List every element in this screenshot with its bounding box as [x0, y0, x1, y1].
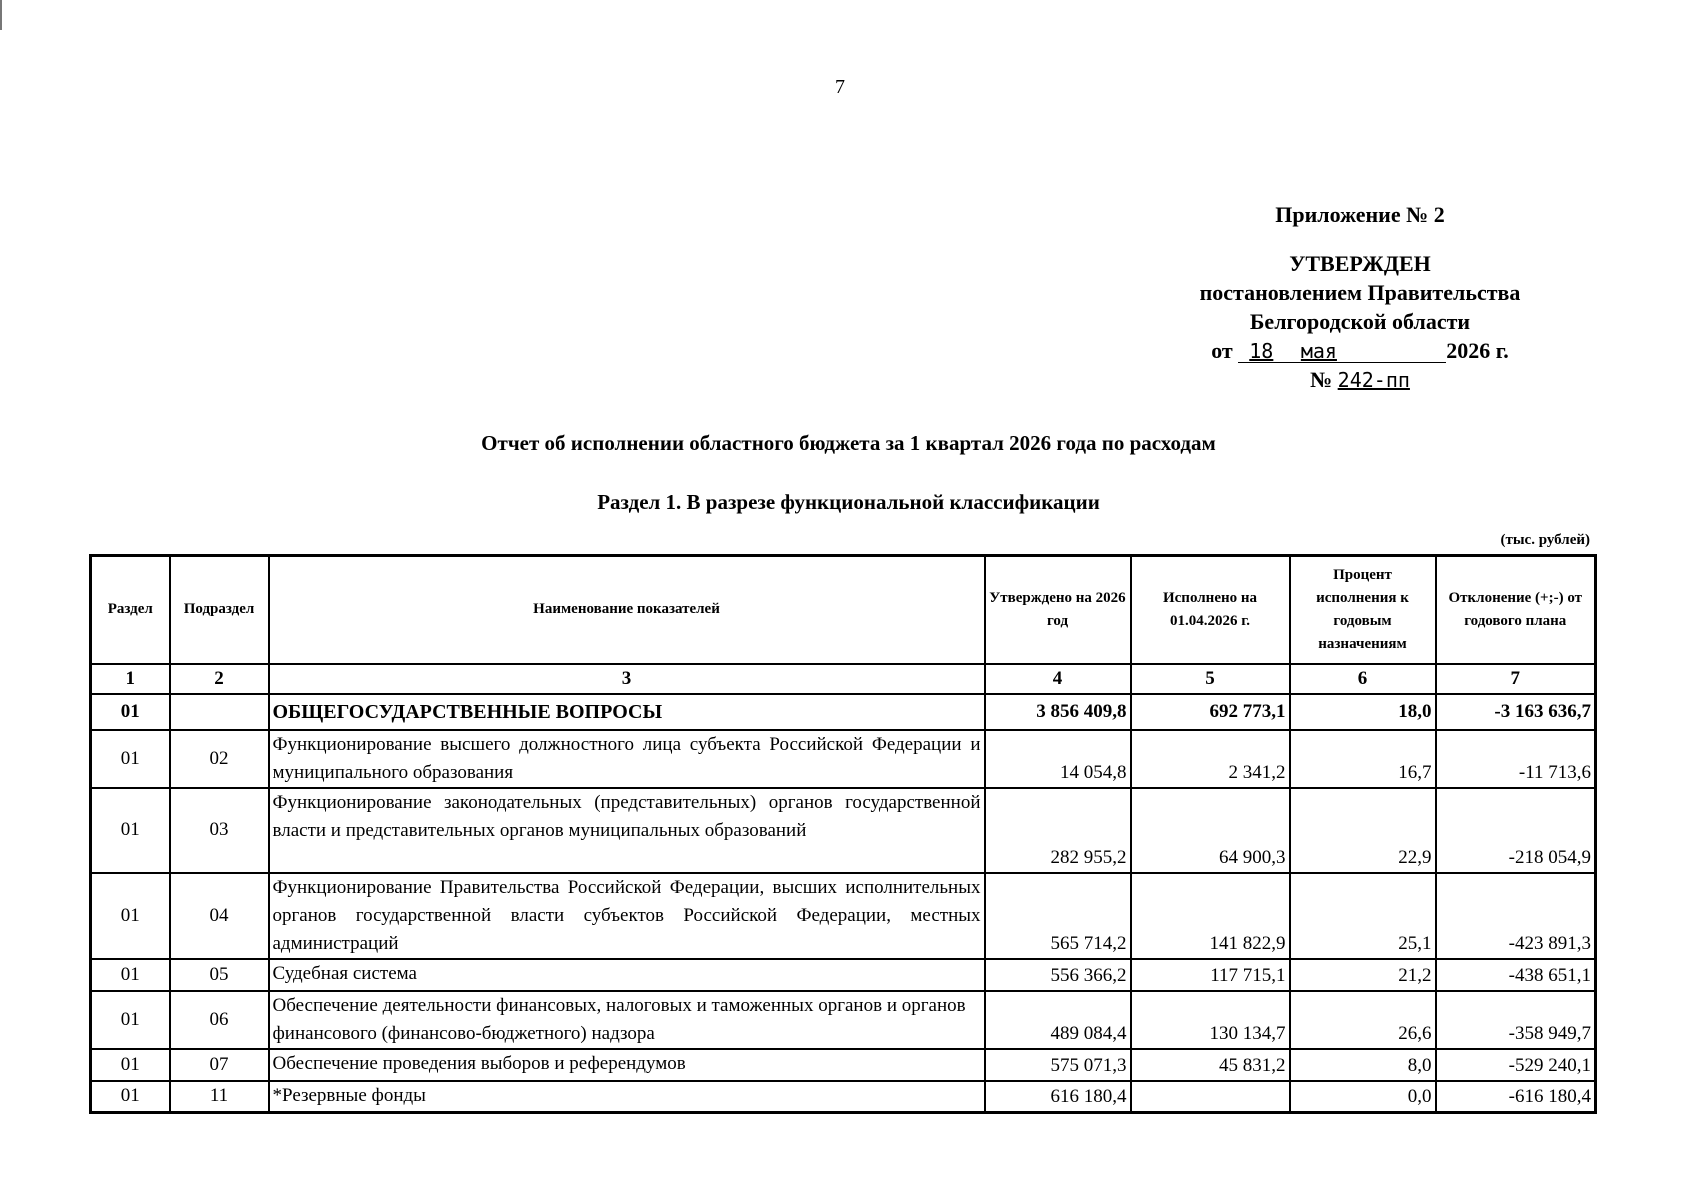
column-number-row	[91, 664, 1596, 694]
cell-deviation: -438 651,1	[1436, 959, 1596, 991]
cell-razdel: 01	[91, 1081, 170, 1113]
cell-percent: 26,6	[1290, 991, 1436, 1049]
section-title: Раздел 1. В разрезе функциональной классификации	[597, 490, 1100, 514]
cell-executed: 130 134,7	[1131, 991, 1290, 1049]
cell-name: Функционирование высшего должностного лица субъекта Российской Федерации и муниципального образования	[269, 730, 985, 788]
cell-executed	[1131, 1081, 1290, 1113]
report-title: Отчет об исполнении областного бюджета за 1 квартал 2026 года по расходам	[481, 431, 1216, 455]
cell-podrazdel	[170, 694, 269, 730]
column-number: 2	[170, 664, 269, 694]
scan-margin-mark	[0, 0, 2, 30]
cell-percent: 0,0	[1290, 1081, 1436, 1113]
date-handwritten	[1238, 340, 1446, 363]
cell-approved: 556 366,2	[985, 959, 1131, 991]
cell-percent: 25,1	[1290, 873, 1436, 959]
cell-razdel: 01	[91, 959, 170, 991]
cell-approved: 565 714,2	[985, 873, 1131, 959]
cell-podrazdel: 07	[170, 1049, 269, 1081]
column-number: 7	[1436, 664, 1596, 694]
cell-podrazdel: 11	[170, 1081, 269, 1113]
cell-percent: 21,2	[1290, 959, 1436, 991]
header-name: Наименование показателей	[269, 556, 985, 664]
approval-date-line	[1170, 336, 1550, 365]
cell-executed: 2 341,2	[1131, 730, 1290, 788]
cell-approved: 282 955,2	[985, 788, 1131, 873]
date-day: 18	[1249, 339, 1274, 363]
approval-line-2: Белгородской области	[1249, 309, 1471, 334]
cell-podrazdel: 06	[170, 991, 269, 1049]
cell-deviation: -616 180,4	[1436, 1081, 1596, 1113]
number-prefix: №	[1310, 367, 1333, 392]
cell-percent: 18,0	[1290, 694, 1436, 730]
cell-deviation: -423 891,3	[1436, 873, 1596, 959]
column-number: 1	[91, 664, 170, 694]
table-row	[91, 1081, 1596, 1113]
cell-razdel: 01	[91, 873, 170, 959]
cell-approved: 489 084,4	[985, 991, 1131, 1049]
cell-executed: 64 900,3	[1131, 788, 1290, 873]
cell-podrazdel: 05	[170, 959, 269, 991]
date-prefix: от	[1211, 338, 1233, 363]
units-label: (тыс. рублей)	[1500, 532, 1590, 548]
cell-razdel: 01	[91, 991, 170, 1049]
number-value: 242-пп	[1337, 368, 1410, 392]
table-row	[91, 959, 1596, 991]
page-number: 7	[835, 76, 845, 98]
approval-block	[1170, 200, 1550, 395]
header-razdel: Раздел	[91, 556, 170, 664]
header-approved: Утверждено на 2026 год	[985, 556, 1131, 664]
cell-razdel: 01	[91, 788, 170, 873]
header-percent: Процент исполнения к годовым назначениям	[1290, 556, 1436, 664]
cell-executed: 117 715,1	[1131, 959, 1290, 991]
header-executed: Исполнено на 01.04.2026 г.	[1131, 556, 1290, 664]
date-year: 2026 г.	[1446, 338, 1509, 363]
header-podrazdel: Подраздел	[170, 556, 269, 664]
cell-percent: 16,7	[1290, 730, 1436, 788]
column-number: 6	[1290, 664, 1436, 694]
column-number: 3	[269, 664, 985, 694]
cell-deviation: -358 949,7	[1436, 991, 1596, 1049]
cell-percent: 8,0	[1290, 1049, 1436, 1081]
cell-deviation: -529 240,1	[1436, 1049, 1596, 1081]
cell-name: *Резервные фонды	[269, 1081, 985, 1113]
cell-razdel: 01	[91, 730, 170, 788]
header-deviation: Отклонение (+;-) от годового плана	[1436, 556, 1596, 664]
cell-executed: 692 773,1	[1131, 694, 1290, 730]
cell-approved: 3 856 409,8	[985, 694, 1131, 730]
column-number: 5	[1131, 664, 1290, 694]
cell-approved: 616 180,4	[985, 1081, 1131, 1113]
column-number: 4	[985, 664, 1131, 694]
cell-approved: 14 054,8	[985, 730, 1131, 788]
cell-name: ОБЩЕГОСУДАРСТВЕННЫЕ ВОПРОСЫ	[269, 694, 985, 730]
annex-label: Приложение № 2	[1275, 202, 1445, 227]
cell-percent: 22,9	[1290, 788, 1436, 873]
cell-executed: 45 831,2	[1131, 1049, 1290, 1081]
table-row	[91, 1049, 1596, 1081]
table-row-total	[91, 694, 1596, 730]
cell-deviation: -3 163 636,7	[1436, 694, 1596, 730]
cell-approved: 575 071,3	[985, 1049, 1131, 1081]
cell-name: Функционирование законодательных (представительных) органов государственной власти и представительных органов муниципальных образований	[269, 788, 985, 873]
cell-name: Обеспечение деятельности финансовых, налоговых и таможенных органов и органов финансового (финансово-бюджетного) надзора	[269, 991, 985, 1049]
approved-heading: УТВЕРЖДЕН	[1289, 251, 1431, 276]
cell-name: Функционирование Правительства Российской Федерации, высших исполнительных органов государственной власти субъектов Российской Федерации, местных администраций	[269, 873, 985, 959]
cell-executed: 141 822,9	[1131, 873, 1290, 959]
table-row	[91, 788, 1596, 873]
table-header-row	[91, 556, 1596, 664]
budget-table	[89, 554, 1597, 1114]
cell-name: Обеспечение проведения выборов и референдумов	[269, 1049, 985, 1081]
approval-line-1: постановлением Правительства	[1199, 280, 1521, 305]
cell-podrazdel: 02	[170, 730, 269, 788]
date-month: мая	[1300, 339, 1337, 363]
cell-razdel: 01	[91, 694, 170, 730]
cell-name: Судебная система	[269, 959, 985, 991]
cell-deviation: -218 054,9	[1436, 788, 1596, 873]
cell-podrazdel: 04	[170, 873, 269, 959]
cell-razdel: 01	[91, 1049, 170, 1081]
approval-number-line	[1170, 365, 1550, 395]
table-row	[91, 991, 1596, 1049]
cell-deviation: -11 713,6	[1436, 730, 1596, 788]
table-row	[91, 873, 1596, 959]
table-row	[91, 730, 1596, 788]
cell-podrazdel: 03	[170, 788, 269, 873]
